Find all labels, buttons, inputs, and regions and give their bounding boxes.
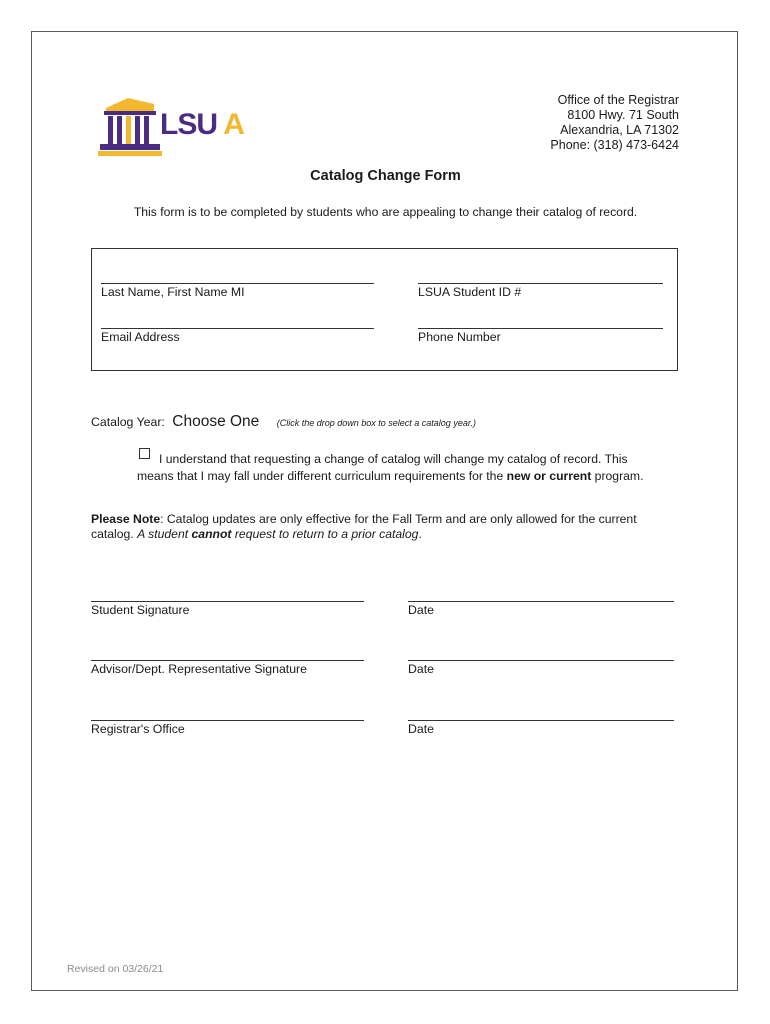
email-label: Email Address (101, 330, 180, 344)
form-intro: This form is to be completed by students who are appealing to change their catalog of record. (133, 205, 638, 219)
catalog-year-label: Catalog Year: (91, 415, 165, 429)
student-info-box (91, 248, 678, 371)
catalog-year-hint: (Click the drop down box to select a catalog year.) (276, 418, 476, 428)
address-line: Phone: (318) 473-6424 (550, 138, 679, 152)
email-input-line[interactable] (101, 328, 374, 329)
registrar-date-label: Date (408, 722, 434, 736)
registrar-address (550, 93, 679, 153)
student-id-input-line[interactable] (418, 283, 663, 284)
address-line: Office of the Registrar (557, 93, 679, 107)
form-title: Catalog Change Form (310, 168, 461, 184)
advisor-signature-label: Advisor/Dept. Representative Signature (91, 662, 307, 676)
please-note: Please Note: Catalog updates are only effective for the Fall Term and are only allowed for the current catalog. A student cannot request to return to a prior catalog. (91, 512, 637, 541)
catalog-year-row (91, 413, 476, 431)
logo-text: LSU A (160, 108, 244, 141)
acknowledgement-text (137, 451, 667, 485)
ack-line-2: means that I may fall under different curriculum requirements for the new or current program. (137, 469, 644, 483)
catalog-year-dropdown[interactable]: Choose One (172, 413, 260, 430)
address-line: Alexandria, LA 71302 (560, 123, 679, 137)
registrar-date-line[interactable] (408, 720, 674, 721)
revision-date: Revised on 03/26/21 (67, 963, 164, 975)
name-label: Last Name, First Name MI (101, 285, 245, 299)
student-date-label: Date (408, 603, 434, 617)
advisor-signature-line[interactable] (91, 660, 364, 661)
form-page (31, 31, 738, 991)
student-signature-line[interactable] (91, 601, 364, 602)
student-id-label: LSUA Student ID # (418, 285, 522, 299)
ack-line-1: I understand that requesting a change of catalog will change my catalog of record. This (159, 452, 628, 466)
phone-input-line[interactable] (418, 328, 663, 329)
phone-label: Phone Number (418, 330, 501, 344)
advisor-date-line[interactable] (408, 660, 674, 661)
note-label: Please Note (91, 512, 161, 526)
registrar-signature-line[interactable] (91, 720, 364, 721)
name-input-line[interactable] (101, 283, 374, 284)
advisor-date-label: Date (408, 662, 434, 676)
registrar-signature-label: Registrar's Office (91, 722, 185, 736)
student-signature-label: Student Signature (91, 603, 190, 617)
building-icon (98, 98, 162, 156)
address-line: 8100 Hwy. 71 South (567, 108, 679, 122)
student-date-line[interactable] (408, 601, 674, 602)
